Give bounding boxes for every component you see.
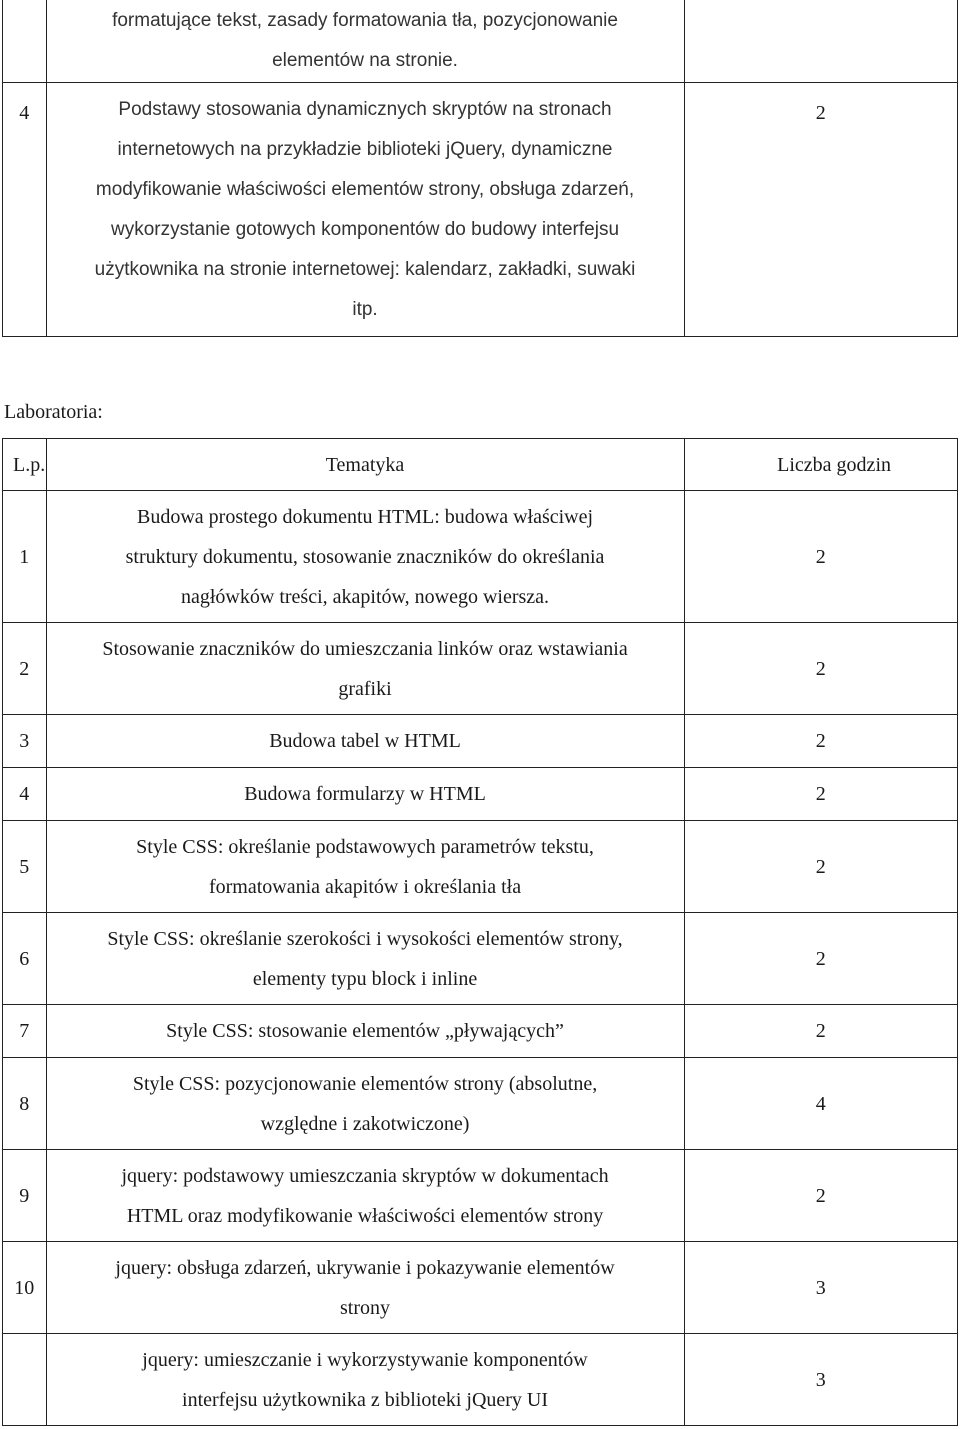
lp-cell — [3, 1334, 47, 1426]
table-row — [3, 1058, 958, 1150]
lp-cell: 8 — [3, 1058, 47, 1150]
topic-line: Budowa formularzy w HTML — [244, 783, 486, 805]
lp-cell: 5 — [3, 821, 47, 913]
table-row — [3, 1005, 958, 1058]
topic-line: grafiki — [338, 677, 392, 700]
table-row — [3, 623, 958, 715]
topic-line: HTML oraz modyfikowanie właściwości elementów strony — [126, 1204, 604, 1227]
table-row — [3, 1334, 958, 1426]
lecture-table-continued — [2, 0, 958, 337]
topic-line: Stosowanie znaczników do umieszczania linków oraz wstawiania — [102, 637, 628, 660]
lp-cell: 4 — [3, 768, 47, 821]
topic-cell — [46, 768, 684, 821]
table-row — [3, 821, 958, 913]
hours-cell: 4 — [684, 1058, 957, 1150]
lab-table — [2, 438, 958, 1426]
topic-line: elementów na stronie. — [272, 49, 458, 71]
topic-line: użytkownika na stronie internetowej: kalendarz, zakładki, suwaki — [94, 258, 636, 280]
lp-cell: 2 — [3, 623, 47, 715]
topic-cell — [46, 1005, 684, 1058]
topic-line: modyfikowanie właściwości elementów strony, obsługa zdarzeń, — [95, 178, 635, 200]
topic-cell — [46, 715, 684, 768]
topic-cell — [46, 913, 684, 1005]
lp-cell: 4 — [3, 83, 47, 337]
hours-cell: 2 — [684, 913, 957, 1005]
table-row — [3, 768, 958, 821]
table-row — [3, 913, 958, 1005]
topic-line: Budowa tabel w HTML — [269, 730, 461, 752]
topic-line: jquery: obsługa zdarzeń, ukrywanie i pokazywanie elementów — [115, 1256, 615, 1279]
lp-cell: 3 — [3, 715, 47, 768]
topic-line: Style CSS: określanie szerokości i wysokości elementów strony, — [107, 927, 623, 950]
topic-line: Style CSS: stosowanie elementów „pływających” — [166, 1020, 564, 1042]
topic-line: Style CSS: pozycjonowanie elementów strony (absolutne, — [132, 1072, 598, 1095]
topic-cell — [46, 83, 684, 337]
table-header-row — [3, 439, 958, 491]
header-topic: Tematyka — [46, 439, 684, 491]
topic-line: internetowych na przykładzie biblioteki jQuery, dynamiczne — [117, 138, 613, 160]
hours-cell: 2 — [684, 491, 957, 623]
topic-line: jquery: podstawowy umieszczania skryptów w dokumentach — [121, 1164, 609, 1187]
hours-cell: 2 — [684, 715, 957, 768]
topic-cell — [46, 491, 684, 623]
hours-cell: 2 — [684, 1005, 957, 1058]
hours-cell: 2 — [684, 1150, 957, 1242]
topic-cell — [46, 1242, 684, 1334]
lp-cell: 7 — [3, 1005, 47, 1058]
topic-line: Budowa prostego dokumentu HTML: budowa właściwej — [137, 505, 594, 528]
table-row — [3, 0, 958, 83]
topic-line: elementy typu block i inline — [252, 967, 478, 990]
topic-cell — [46, 1058, 684, 1150]
topic-cell — [46, 821, 684, 913]
lp-cell: 10 — [3, 1242, 47, 1334]
hours-cell: 2 — [684, 821, 957, 913]
hours-cell: 2 — [684, 83, 957, 337]
topic-cell — [46, 1150, 684, 1242]
topic-line: strony — [340, 1296, 391, 1319]
hours-cell: 3 — [684, 1242, 957, 1334]
lp-cell: 9 — [3, 1150, 47, 1242]
table-row — [3, 1242, 958, 1334]
hours-cell: 2 — [684, 768, 957, 821]
table-row — [3, 491, 958, 623]
topic-cell — [46, 0, 684, 83]
topic-line: formatowania akapitów i określania tła — [208, 875, 522, 898]
topic-line: względne i zakotwiczone) — [260, 1112, 470, 1135]
topic-line: interfejsu użytkownika z biblioteki jQuery UI — [182, 1388, 549, 1411]
topic-cell — [46, 623, 684, 715]
hours-cell: 3 — [684, 1334, 957, 1426]
header-hours: Liczba godzin — [684, 439, 957, 491]
topic-line: Podstawy stosowania dynamicznych skryptów na stronach — [118, 98, 612, 120]
topic-line: itp. — [352, 298, 378, 320]
lp-cell: 6 — [3, 913, 47, 1005]
hours-cell — [684, 0, 957, 83]
topic-line: wykorzystanie gotowych komponentów do budowy interfejsu — [111, 218, 620, 240]
topic-line: formatujące tekst, zasady formatowania tła, pozycjonowanie — [112, 9, 618, 31]
topic-line: nagłówków treści, akapitów, nowego wiersza. — [181, 585, 550, 608]
topic-cell — [46, 1334, 684, 1426]
table-row — [3, 1150, 958, 1242]
lp-cell: 1 — [3, 491, 47, 623]
header-lp: L.p. — [3, 439, 47, 491]
section-title: Laboratoria: — [4, 401, 103, 423]
topic-line: jquery: umieszczanie i wykorzystywanie komponentów — [142, 1348, 588, 1371]
hours-cell: 2 — [684, 623, 957, 715]
table-row — [3, 83, 958, 337]
lp-cell — [3, 0, 47, 83]
topic-line: Style CSS: określanie podstawowych parametrów tekstu, — [136, 835, 594, 858]
topic-line: struktury dokumentu, stosowanie znaczników do określania — [125, 545, 605, 568]
table-row — [3, 715, 958, 768]
